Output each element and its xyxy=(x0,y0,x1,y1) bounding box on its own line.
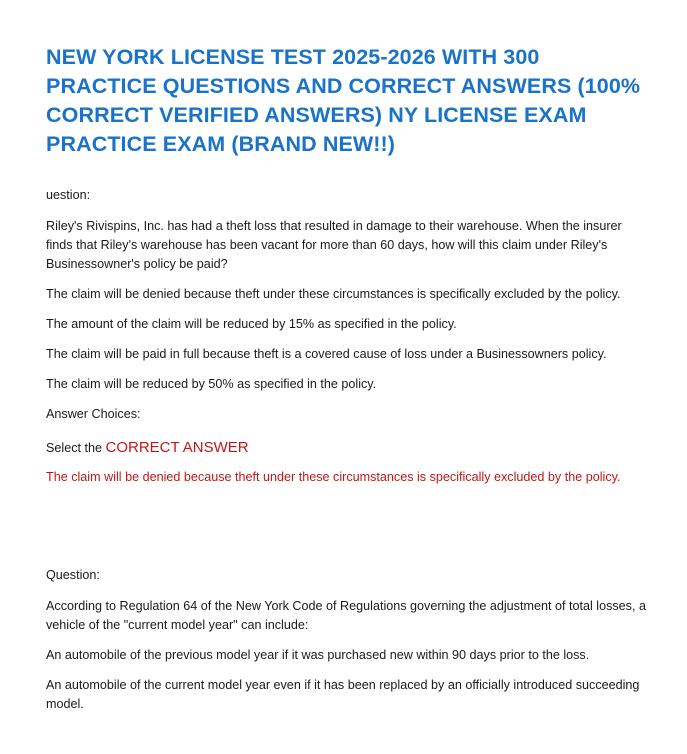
answer-option: The claim will be reduced by 50% as specified in the policy. xyxy=(46,377,377,391)
answer-option: An automobile of the current model year even if it has been replaced by an officially introduced succeeding model. xyxy=(46,678,640,711)
answer-option: The claim will be denied because theft under these circumstances is specifically excluded by the policy. xyxy=(46,287,621,301)
section-gap xyxy=(46,498,646,566)
correct-answer-text: The claim will be denied because theft under these circumstances is specifically excluded by the policy. xyxy=(46,470,621,484)
question-label: uestion: xyxy=(46,188,91,202)
question-text: According to Regulation 64 of the New York Code of Regulations governing the adjustment of total losses, a vehicle of the "current model year" can include: xyxy=(46,599,646,632)
document-title: NEW YORK LICENSE TEST 2025-2026 WITH 300 PRACTICE QUESTIONS AND CORRECT ANSWERS (100% CORRECT VERIFIED ANSWERS) NY LICENSE EXAM PRACTICE EXAM (BRAND NEW!!) xyxy=(46,45,641,156)
select-prefix: Select the xyxy=(46,441,106,455)
question-text: Riley's Rivispins, Inc. has had a theft loss that resulted in damage to their warehouse. When the insurer finds that Riley's warehouse has been vacant for more than 60 days, how will this claim under Riley's Businessowner's policy be paid? xyxy=(46,219,622,271)
document-body xyxy=(46,186,646,725)
answer-option: The amount of the claim will be reduced by 15% as specified in the policy. xyxy=(46,317,457,331)
correct-answer-heading: CORRECT ANSWER xyxy=(105,439,249,456)
question-label: Question: xyxy=(46,568,100,582)
answer-option: The claim will be paid in full because theft is a covered cause of loss under a Businessowners policy. xyxy=(46,347,607,361)
answer-option: An automobile of the previous model year if it was purchased new within 90 days prior to the loss. xyxy=(46,648,590,662)
select-correct-line xyxy=(46,438,646,458)
answer-choices-label: Answer Choices: xyxy=(46,407,141,421)
